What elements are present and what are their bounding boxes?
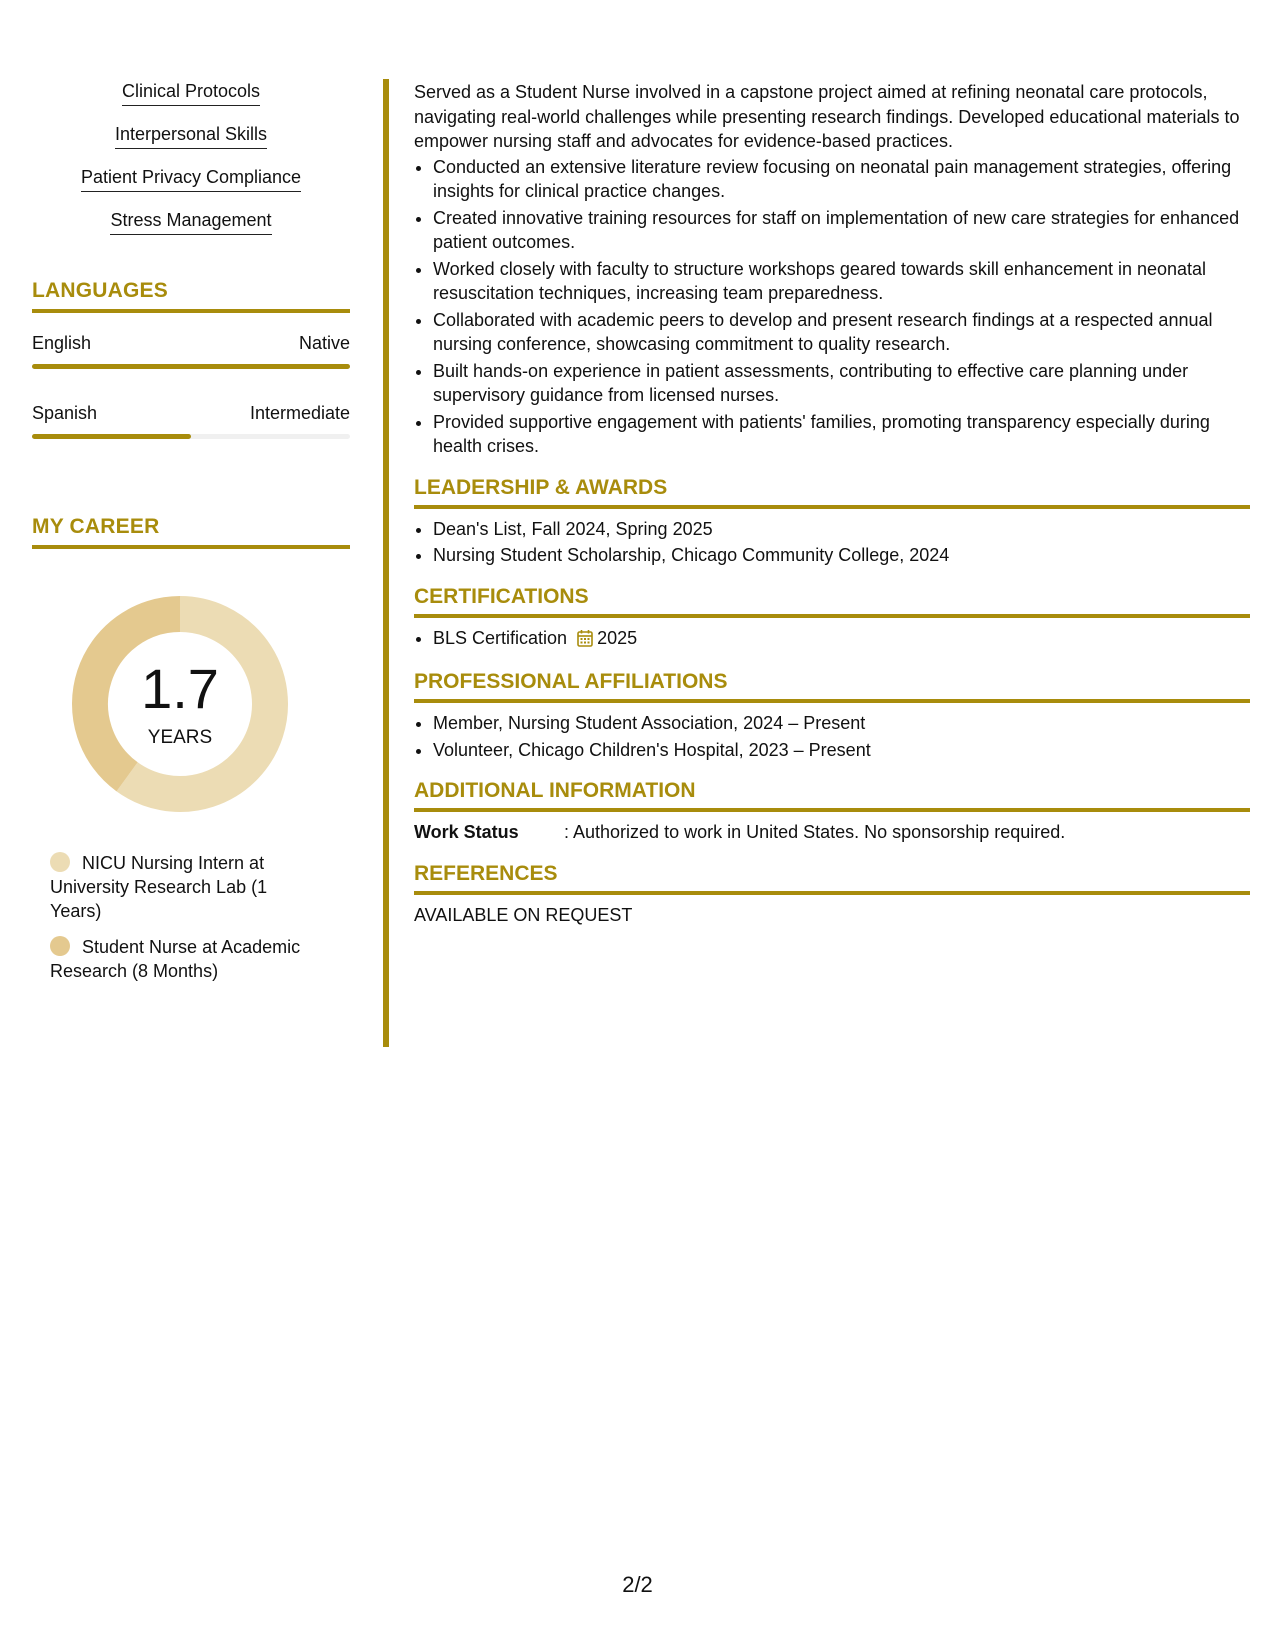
career-years-label: YEARS	[147, 727, 213, 748]
work-status-row	[414, 820, 1250, 845]
list-item: • Conducted an extensive literature review focusing on neonatal pain management strategies, offering insights for clinical practice changes.	[433, 155, 1250, 204]
language-proficiency-fill	[32, 434, 191, 439]
list-item: • Built hands-on experience in patient assessments, contributing to effective care planning under supervisory guidance from licensed nurses.	[433, 359, 1250, 408]
left-column	[32, 80, 350, 995]
legend-dot	[50, 852, 70, 872]
work-status-value: : Authorized to work in United States. No sponsorship required.	[564, 822, 1066, 842]
career-total-years: 1.7	[141, 657, 219, 720]
career-donut-chart	[65, 589, 295, 819]
career-legend	[50, 851, 320, 983]
language-name: English	[32, 333, 92, 353]
skill-item	[32, 166, 350, 192]
legend-label: NICU Nursing Intern at University Research Lab (1 Years)	[50, 853, 268, 921]
list-item: • Collaborated with academic peers to develop and present research findings at a respected annual nursing conference, showcasing commitment to quality research.	[433, 308, 1250, 357]
calendar-icon	[577, 629, 593, 654]
language-item	[32, 403, 350, 439]
career-legend-item	[50, 851, 320, 923]
list-item: • Nursing Student Scholarship, Chicago Community College, 2024	[433, 543, 1250, 568]
skill-label: Patient Privacy Compliance	[81, 166, 301, 192]
skill-label: Interpersonal Skills	[115, 123, 267, 149]
certifications-title: CERTIFICATIONS	[414, 584, 1250, 618]
language-proficiency-fill	[32, 364, 350, 369]
leadership-title: LEADERSHIP & AWARDS	[414, 475, 1250, 509]
experience-bullets	[414, 155, 1250, 459]
references-title: REFERENCES	[414, 861, 1250, 895]
column-divider	[383, 79, 389, 1047]
skill-label: Clinical Protocols	[122, 80, 260, 106]
certification-name: BLS Certification	[433, 627, 568, 648]
language-level: Native	[298, 333, 350, 353]
list-item: • Worked closely with faculty to structure workshops geared towards skill enhancement in neonatal resuscitation techniques, increasing team preparedness.	[433, 257, 1250, 306]
language-proficiency-bar	[32, 364, 350, 369]
language-name: Spanish	[32, 403, 98, 423]
additional-info-title: ADDITIONAL INFORMATION	[414, 778, 1250, 812]
language-item	[32, 333, 350, 369]
work-status-label: Work Status	[414, 822, 519, 842]
list-item: • Member, Nursing Student Association, 2024 – Present	[433, 711, 1250, 736]
list-item: • Dean's List, Fall 2024, Spring 2025	[433, 517, 1250, 542]
career-legend-item	[50, 935, 320, 983]
references-text: AVAILABLE ON REQUEST	[414, 904, 633, 925]
leadership-list	[414, 517, 1250, 568]
legend-label: Student Nurse at Academic Research (8 Months)	[50, 937, 301, 981]
affiliations-list	[414, 711, 1250, 762]
experience-summary: Served as a Student Nurse involved in a capstone project aimed at refining neonatal care protocols, navigating real-world challenges while presenting research findings. Developed educational materials to empower nursing staff and advocates for evidence-based practices.	[414, 82, 1240, 151]
list-item: • Created innovative training resources for staff on implementation of new care strategies for enhanced patient outcomes.	[433, 206, 1250, 255]
list-item: • Volunteer, Chicago Children's Hospital, 2023 – Present	[433, 738, 1250, 763]
skill-item	[32, 123, 350, 149]
list-item	[433, 626, 1250, 654]
affiliations-title: PROFESSIONAL AFFILIATIONS	[414, 669, 1250, 703]
career-title: MY CAREER	[32, 515, 350, 549]
list-item: • Provided supportive engagement with patients' families, promoting transparency especially during health crises.	[433, 410, 1250, 459]
certifications-list	[414, 626, 1250, 654]
language-proficiency-bar	[32, 434, 350, 439]
skill-item	[32, 209, 350, 235]
legend-dot	[50, 936, 70, 956]
right-column	[414, 80, 1250, 927]
page-number: 2/2	[622, 1572, 653, 1597]
language-level: Intermediate	[249, 403, 350, 423]
skill-item	[32, 80, 350, 106]
certification-year: 2025	[597, 627, 638, 648]
languages-title: LANGUAGES	[32, 279, 350, 313]
skill-label: Stress Management	[110, 209, 271, 235]
